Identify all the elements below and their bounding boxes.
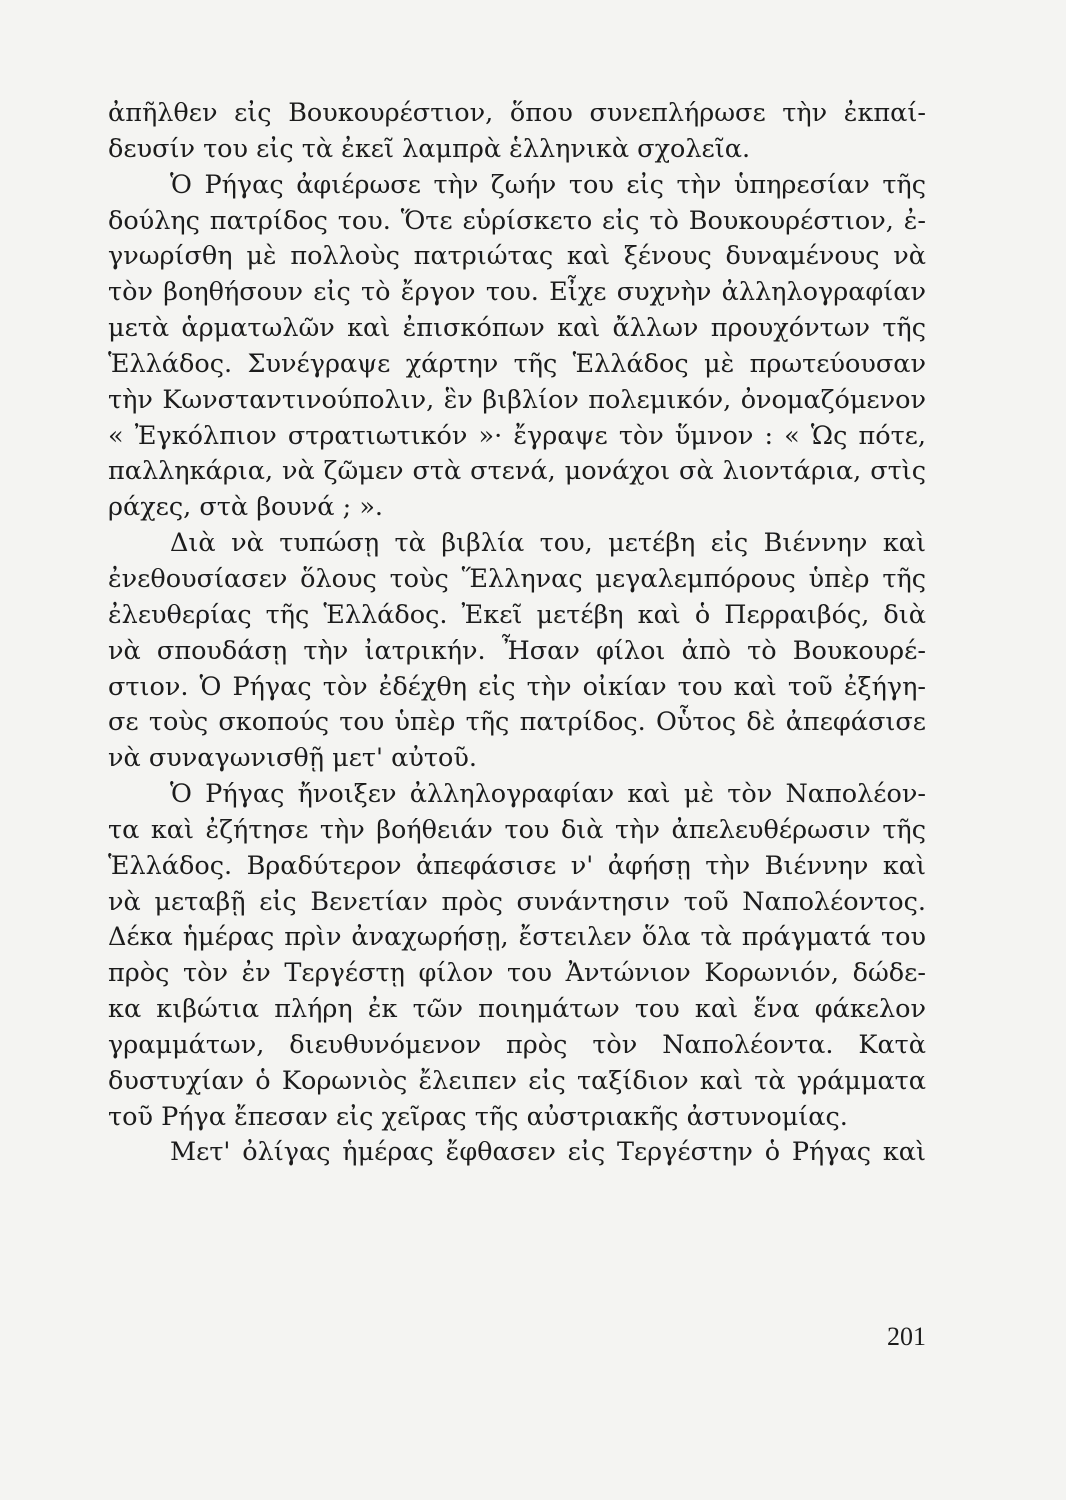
- text-line: ράχες, στὰ βουνά ; ».: [108, 492, 384, 523]
- text-line: μετὰ ἁρματωλῶν καὶ ἐπισκόπων καὶ ἄλλων προυχόντων τῆς: [108, 313, 926, 344]
- text-line: τὸν βοηθήσουν εἰς τὸ ἔργον του. Εἶχε συχνὴν ἀλληλογραφίαν: [108, 277, 926, 308]
- text-line: Ὁ Ρήγας ἤνοιξεν ἀλληλογραφίαν καὶ μὲ τὸν Ναπολέον-: [170, 779, 926, 810]
- text-line: « Ἐγκόλπιον στρατιωτικόν »· ἔγραψε τὸν ὕμνον : « Ὡς πότε,: [108, 420, 926, 451]
- text-line: κα κιβώτια πλήρη ἐκ τῶν ποιημάτων του καὶ ἕνα φάκελον: [108, 994, 926, 1025]
- text-line: στιον. Ὁ Ρήγας τὸν ἐδέχθη εἰς τὴν οἰκίαν του καὶ τοῦ ἐξήγη-: [108, 671, 926, 702]
- body-text: [108, 96, 926, 1171]
- text-line: σε τοὺς σκοπούς του ὑπὲρ τῆς πατρίδος. Οὗτος δὲ ἀπεφάσισε: [108, 707, 926, 738]
- page-number: 201: [887, 1322, 926, 1351]
- text-line: ἀπῆλθεν εἰς Βουκουρέστιον, ὅπου συνεπλήρωσε τὴν ἐκπαί-: [108, 98, 926, 128]
- text-line: δευσίν του εἰς τὰ ἐκεῖ λαμπρὰ ἑλληνικὰ σχολεῖα.: [108, 133, 751, 164]
- text-line: τα καὶ ἐζήτησε τὴν βοήθειάν του διὰ τὴν ἀπελευθέρωσιν τῆς: [108, 814, 926, 845]
- text-line: νὰ μεταβῇ εἰς Βενετίαν πρὸς συνάντησιν τοῦ Ναπολέοντος.: [108, 886, 926, 917]
- text-line: ἐλευθερίας τῆς Ἑλλάδος. Ἐκεῖ μετέβη καὶ ὁ Περραιβός, διὰ: [108, 599, 926, 630]
- text-line: Μετ' ὀλίγας ἡμέρας ἔφθασεν εἰς Τεργέστην ὁ Ρήγας καὶ: [170, 1137, 926, 1168]
- text-line: δούλης πατρίδος του. Ὅτε εὑρίσκετο εἰς τὸ Βουκουρέστιον, ἐ-: [108, 205, 926, 236]
- text-line: τοῦ Ρήγα ἔπεσαν εἰς χεῖρας τῆς αὐστριακῆς ἀστυνομίας.: [108, 1101, 848, 1132]
- text-line: δυστυχίαν ὁ Κορωνιὸς ἔλειπεν εἰς ταξίδιον καὶ τὰ γράμματα: [108, 1065, 926, 1096]
- text-line: Ἑλλάδος. Βραδύτερον ἀπεφάσισε ν' ἀφήσῃ τὴν Βιέννην καὶ: [108, 850, 926, 881]
- text-line: πρὸς τὸν ἐν Τεργέστῃ φίλον του Ἀντώνιον Κορωνιόν, δώδε-: [108, 958, 926, 989]
- text-line: Διὰ νὰ τυπώσῃ τὰ βιβλία του, μετέβη εἰς Βιέννην καὶ: [170, 528, 926, 559]
- text-line: Ὁ Ρήγας ἀφιέρωσε τὴν ζωήν του εἰς τὴν ὑπηρεσίαν τῆς: [170, 169, 926, 200]
- text-line: ἐνεθουσίασεν ὅλους τοὺς Ἕλληνας μεγαλεμπόρους ὑπὲρ τῆς: [108, 563, 926, 594]
- text-line: Ἑλλάδος. Συνέγραψε χάρτην τῆς Ἑλλάδος μὲ πρωτεύουσαν: [108, 348, 926, 379]
- text-line: νὰ σπουδάσῃ τὴν ἰατρικήν. Ἦσαν φίλοι ἀπὸ τὸ Βουκουρέ-: [108, 635, 926, 666]
- text-line: γραμμάτων, διευθυνόμενον πρὸς τὸν Ναπολέοντα. Κατὰ: [108, 1029, 926, 1060]
- text-line: Δέκα ἡμέρας πρὶν ἀναχωρήσῃ, ἔστειλεν ὅλα τὰ πράγματά του: [108, 922, 926, 953]
- text-line: παλληκάρια, νὰ ζῶμεν στὰ στενά, μονάχοι σὰ λιοντάρια, στὶς: [108, 456, 926, 487]
- text-line: τὴν Κωνσταντινούπολιν, ἓν βιβλίον πολεμικόν, ὀνομαζόμενον: [108, 384, 926, 415]
- text-line: νὰ συναγωνισθῇ μετ' αὐτοῦ.: [108, 743, 477, 774]
- text-line: γνωρίσθη μὲ πολλοὺς πατριώτας καὶ ξένους δυναμένους νὰ: [108, 241, 926, 272]
